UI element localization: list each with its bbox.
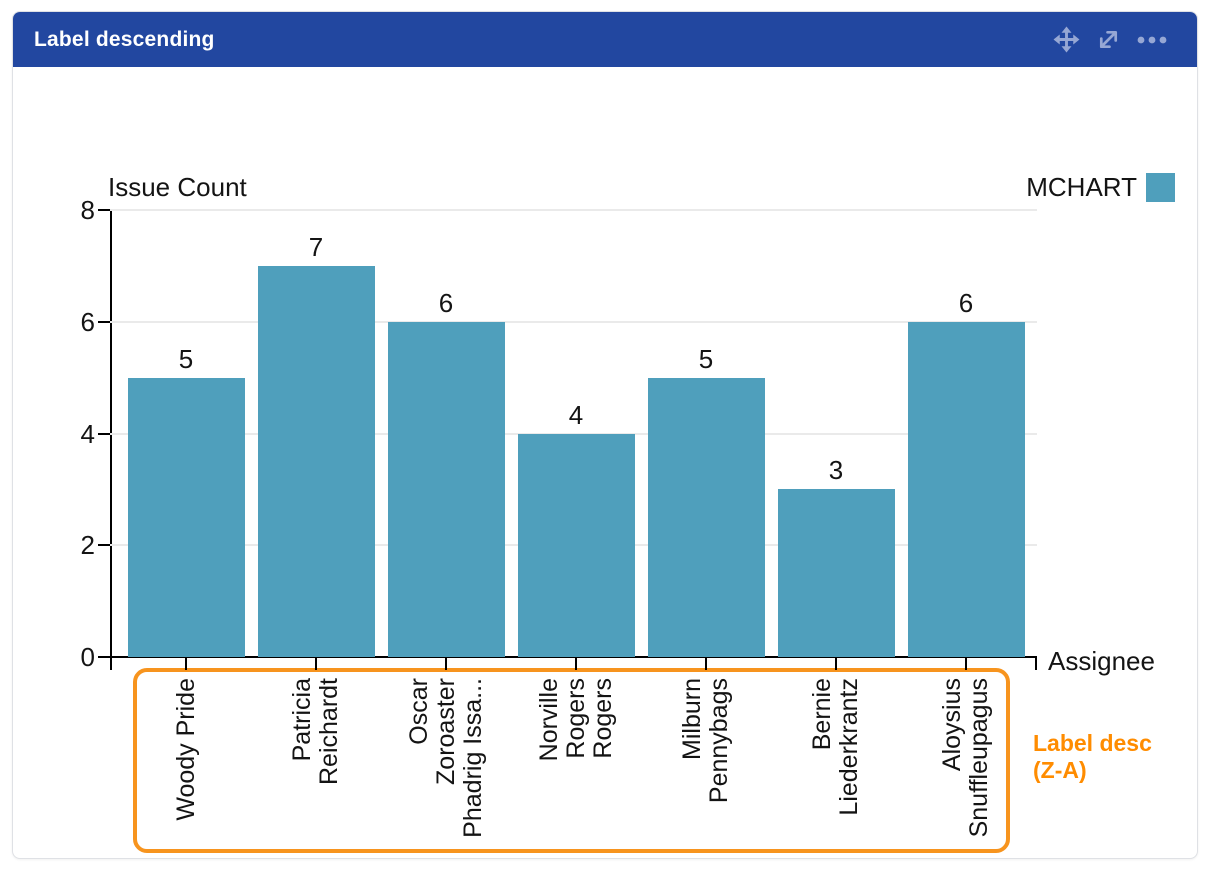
x-axis-label-line: Woody Pride [171, 678, 200, 821]
x-axis-label-line: Snuffleupagus [965, 678, 993, 838]
x-axis-tick [445, 657, 447, 670]
legend-swatch [1146, 173, 1175, 202]
y-axis-tick-label: 2 [80, 530, 95, 561]
gadget-header [13, 12, 1197, 67]
x-axis-tick [835, 657, 837, 670]
y-axis-tick [98, 209, 110, 211]
legend-label: MCHART [1026, 172, 1137, 202]
bar-value-label: 7 [308, 231, 324, 262]
y-axis-tick [98, 321, 110, 323]
bar-value-label: 6 [438, 287, 454, 318]
x-axis-label-line: Norville [534, 678, 563, 762]
x-axis-label-line: Patricia [288, 678, 316, 762]
x-axis-label [536, 678, 617, 848]
y-axis-tick-label: 6 [80, 306, 95, 337]
x-axis-label-line: Pennybags [705, 678, 733, 804]
bar-value-label: 4 [568, 399, 584, 430]
bar[interactable] [128, 378, 245, 657]
y-axis-line [110, 210, 112, 670]
y-axis-tick [98, 656, 110, 658]
bar[interactable] [518, 434, 635, 658]
x-axis-tick [965, 657, 967, 670]
bar[interactable] [908, 322, 1025, 657]
y-axis-tick-label: 4 [80, 418, 95, 449]
y-axis-tick-label: 8 [80, 195, 95, 225]
bar-value-label: 5 [178, 343, 194, 374]
gridline [110, 321, 1037, 323]
x-axis-label-line: Rogers [588, 678, 617, 759]
x-axis-label-line: Zoroaster [431, 678, 460, 785]
x-axis-label-line: Aloysius [938, 678, 966, 772]
bar[interactable] [778, 489, 895, 657]
x-axis-label [809, 678, 863, 848]
bar-value-label: 3 [828, 455, 844, 486]
annotation-label-line: Label desc [1033, 730, 1152, 756]
x-axis-tick [315, 657, 317, 670]
x-axis-tick [575, 657, 577, 670]
x-axis-label-line: Phadrig Issa... [458, 678, 487, 838]
value-axis-title: Issue Count [108, 172, 247, 202]
x-axis-label [289, 678, 343, 848]
bar[interactable] [388, 322, 505, 657]
bar-value-label: 6 [958, 287, 974, 318]
y-axis-tick [98, 544, 110, 546]
x-axis-label-line: Milburn [678, 678, 706, 760]
x-axis-label [939, 678, 993, 848]
x-axis-tick [185, 657, 187, 670]
annotation-label-line: (Z-A) [1033, 757, 1087, 783]
bar-value-label: 5 [698, 343, 714, 374]
x-axis-end-tick [1035, 657, 1037, 670]
y-axis-tick [98, 433, 110, 435]
more-options-icon[interactable] [1137, 35, 1167, 45]
expand-icon[interactable] [1096, 27, 1121, 52]
header-icons [1053, 12, 1167, 67]
x-axis-label-line: Bernie [808, 678, 836, 751]
x-axis-label-line: Rogers [561, 678, 590, 759]
legend[interactable] [1026, 172, 1175, 203]
x-axis-label-line: Reichardt [315, 678, 343, 785]
bar[interactable] [648, 378, 765, 657]
bar[interactable] [258, 266, 375, 657]
x-axis-tick [705, 657, 707, 670]
x-axis-label [173, 678, 200, 848]
x-axis-label-line: Liederkrantz [835, 678, 863, 816]
y-axis-tick-label: 0 [80, 642, 95, 672]
x-axis-label [406, 678, 487, 848]
annotation-label [1033, 730, 1152, 784]
x-axis-label [679, 678, 733, 848]
gridline [110, 209, 1037, 211]
x-axis-label-line: Oscar [404, 678, 433, 745]
move-icon[interactable] [1053, 26, 1080, 53]
gadget-title: Label descending [34, 27, 215, 51]
category-axis-title: Assignee [1048, 646, 1155, 676]
